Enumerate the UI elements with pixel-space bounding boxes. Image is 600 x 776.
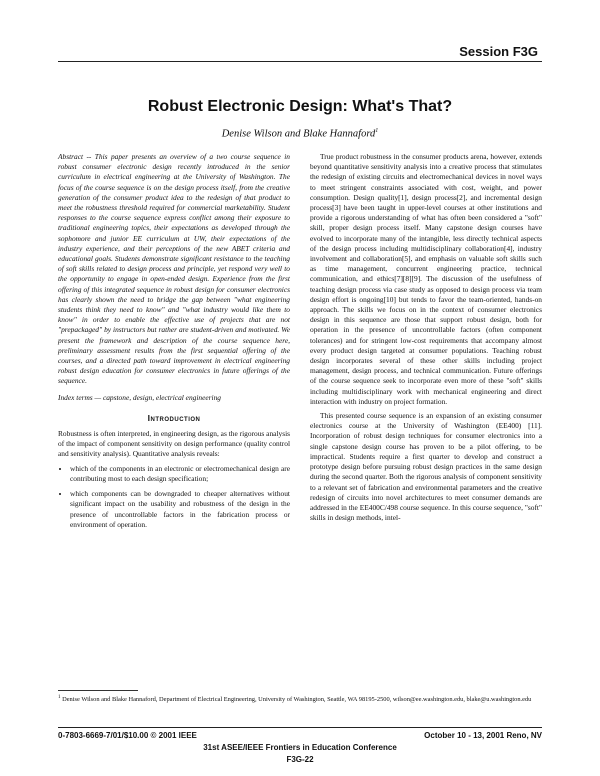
right-column (310, 152, 542, 527)
bullet-item: • which components can be downgraded to cheaper alternatives without significant impact on the usability and robustness of the design in the presence of uncontrollable factors in the fabrication process or environment of operation. (70, 489, 290, 530)
header-rule (58, 61, 542, 62)
footnote-rule (58, 690, 138, 691)
footnote-text: Denise Wilson and Blake Hannaford, Department of Electrical Engineering, University of Washington, Seattle, WA 98195-2500, wilson@ee.washington.edu, blake@u.washington.edu (62, 696, 532, 704)
introduction-heading: Introduction (147, 412, 201, 423)
introduction-paragraph: Robustness is often interpreted, in engineering design, as the rigorous analysis of the impact of component sensitivity on design performance (quality control and sensitivity analysis). Quantitative analysis reveals: (58, 429, 290, 459)
author-line (0, 128, 600, 140)
body-paragraph: This presented course sequence is an expansion of an existing consumer electronics course at the University of Washington (EE400) [11]. Incorporation of robust design techniques for consumer electronics into a single capstone design course has proven to be a pilot offering, to be impractical. Students require a first quarter to develop and construct a prototype design before pursuing robust design practices in the same design during the second quarter. Both the rigorous analysis of component sensitivity to a relevant set of fabrication and environmental parameters and the creative redesign of circuits into novel architectures to meet consumer demands are addressed in the EE400C/498 course sequence. In this course sequence, "soft" skills in design methods, intel- (310, 411, 542, 523)
abstract: Abstract -- This paper presents an overview of a two course sequence in robust consumer electronic design recently introduced in the senior curriculum in electrical engineering at the University of Washington. The focus of the course sequence is on the design process itself, from the creative generation of the consumer product idea to the redesign of that product to meet the robustness threshold required for commercial marketability. Student responses to the course sequence express conflict among their exposure to traditional engineering topics, their expectations as developed through the sophomore and junior EE curriculum at UW, their expectations of the industry experience, and their perceptions of the new ABET criteria and educational goals. Students demonstrate significant resistance to the teaching of soft skills related to design process and principle, yet respond very well to the opportunity to engage in open-ended design. Experience from the first offering of this integrated sequence in robust design for consumer electronics has clearly shown the need to bridge the gap between "what engineering students think they need to know" and "what industry would like them to know" in order to enable the effective use of projects that are not "prepackaged" by instructors but rather are student-driven and motivated. We present the framework and description of the course sequence here, preliminary assessment results from the first sequential offering of the courses, and a directed path toward improvement in electrical engineering robust design education for consumer electronics in future offerings of the sequence. (58, 152, 290, 386)
footer-date-location: October 10 - 13, 2001 Reno, NV (424, 731, 542, 740)
paper-title: Robust Electronic Design: What's That? (147, 98, 453, 115)
left-column (58, 152, 290, 535)
bullet-item: • which of the components in an electronic or electromechanical design are contributing most to each design specification; (70, 464, 290, 484)
analysis-bullet-list (58, 464, 290, 530)
author-names: Denise Wilson and Blake Hannaford (221, 128, 376, 140)
footnote-mark: 1 (58, 695, 61, 700)
session-label: Session F3G (459, 44, 538, 59)
author-footnote-mark: 1 (375, 128, 379, 134)
footer-copyright: 0-7803-6669-7/01/$10.00 © 2001 IEEE (58, 731, 197, 740)
body-paragraph: True product robustness in the consumer products arena, however, extends beyond quantitative sensitivity analysis into a creative process that stimulates the redesign of existing circuits and electromechanical devices in novel ways to meet stringent constraints associated with cost, weight, and power consumption. Design quality[1], design process[2], and incremental design process[3] have been taught in upper-level courses at other institutions and provide a rigorous understanding of what has often been considered a "soft" skill, proper design process itself. Many capstone design courses have evolved to incorporate many of the intangible, less directly technical aspects of the design process including multidisciplinary collaboration[4], industry involvement and collaboration[5], and emphasis on valuable soft skills such as time management, concurrent engineering practice, technical communication, and ethics[7][8][9]. The discussion of the usefulness of teaching design process via case study as opposed to design process via team design effort is ongoing[10] but tends to favor the team-oriented, hands-on approach. The skills we focus on in the context of consumer electronics design in this sequence are those that support robust design, both for operation in the presence of uncontrollable factors (often component tolerances) and for stringent low-cost requirements that accompany almost every product design targeted at consumer populations. Teaching robust design incorporates several of these other skills including project management, design process, and technical communication. Future offerings of the course sequence seek to incorporate even more of these "soft" skills including multidisciplinary work with mechanical engineering and direct interaction with industry on project formation. (310, 152, 542, 406)
index-terms: Index terms — capstone, design, electrical engineering (58, 392, 221, 402)
footnote (58, 694, 542, 705)
page-number: F3G-22 (286, 755, 314, 764)
footer-conference: 31st ASEE/IEEE Frontiers in Education Conference (203, 743, 397, 752)
footer-rule (58, 727, 542, 728)
